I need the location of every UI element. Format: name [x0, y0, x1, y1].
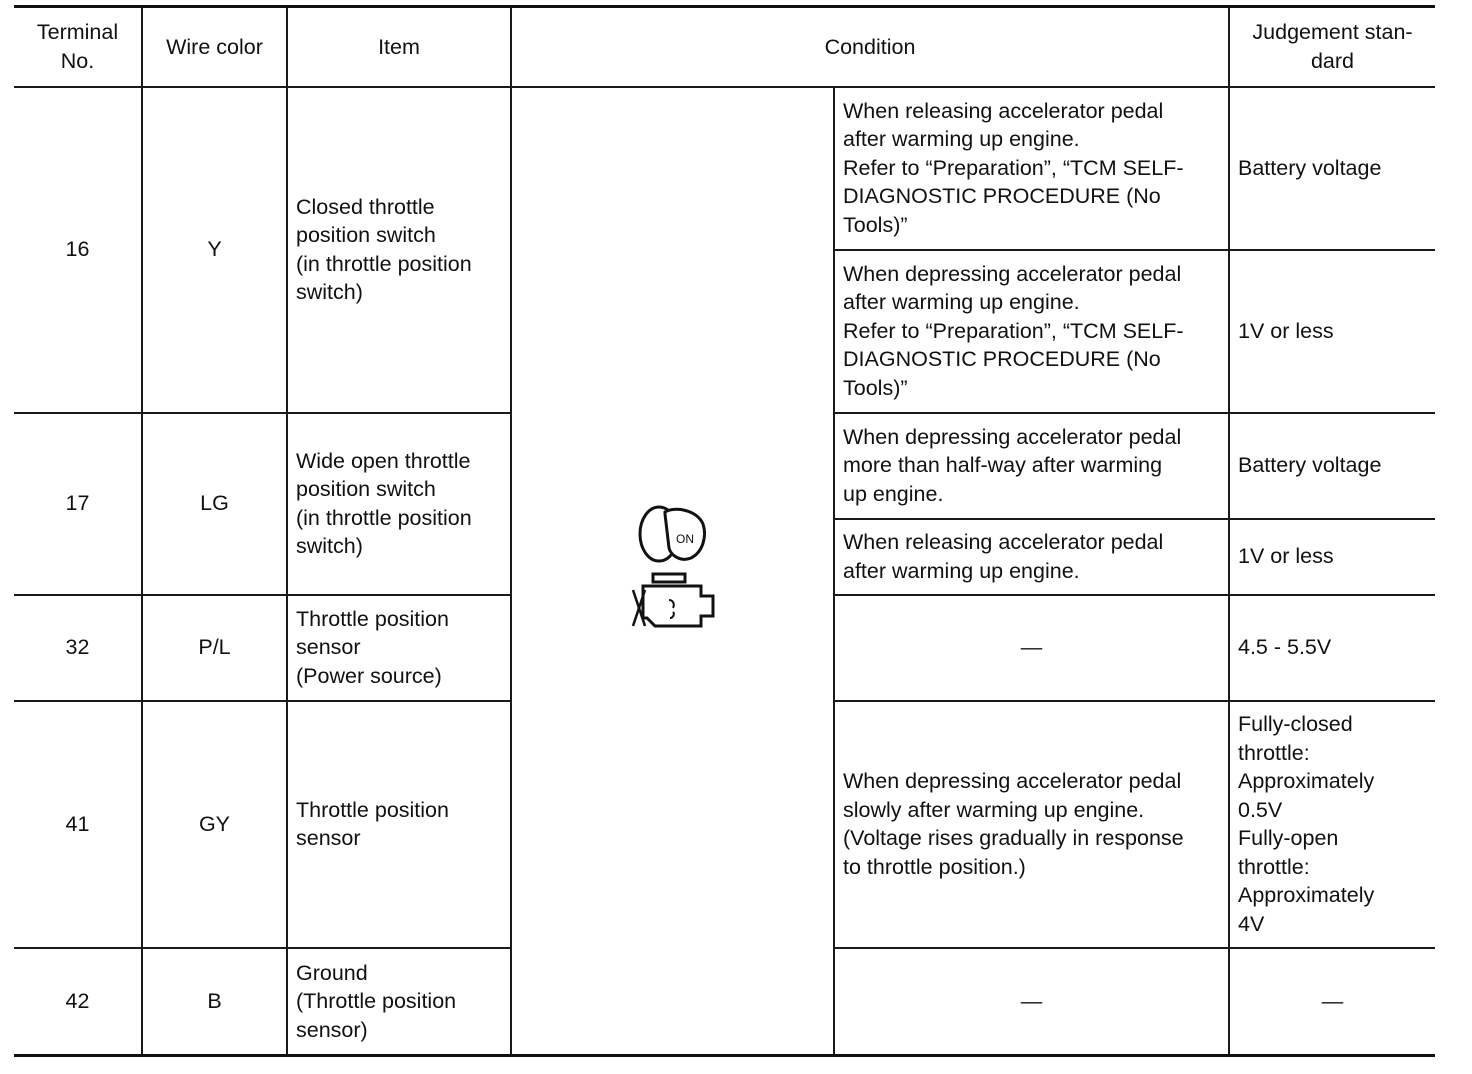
terminal-inspection-table — [14, 5, 1435, 1057]
terminal-17: 17 — [14, 413, 142, 595]
engine-running-icon — [627, 570, 719, 634]
item-42: Ground (Throttle position sensor) — [287, 948, 511, 1056]
wire-color-32: P/L — [142, 595, 287, 701]
judgement-16-released: Battery voltage — [1229, 87, 1435, 250]
header-condition: Condition — [511, 7, 1229, 87]
item-41: Throttle position sensor — [287, 701, 511, 948]
condition-symbols — [511, 87, 834, 1056]
wire-color-17: LG — [142, 413, 287, 595]
judgement-32: 4.5 - 5.5V — [1229, 595, 1435, 701]
condition-16-released: When releasing accelerator pedal after warming up engine. Refer to “Preparation”, “TCM SELF- DIAGNOSTIC PROCEDURE (No Tools)” — [834, 87, 1229, 250]
judgement-42: — — [1229, 948, 1435, 1056]
condition-16-depressed: When depressing accelerator pedal after warming up engine. Refer to “Preparation”, “TCM SELF- DIAGNOSTIC PROCEDURE (No Tools)” — [834, 250, 1229, 413]
terminal-16: 16 — [14, 87, 142, 413]
terminal-42: 42 — [14, 948, 142, 1056]
wire-color-42: B — [142, 948, 287, 1056]
table-header-row — [14, 7, 1435, 87]
condition-17-released: When releasing accelerator pedal after warming up engine. — [834, 519, 1229, 595]
condition-42: — — [834, 948, 1229, 1056]
judgement-17-released: 1V or less — [1229, 519, 1435, 595]
terminal-32: 32 — [14, 595, 142, 701]
judgement-41: Fully-closed throttle: Approximately 0.5V Fully-open throttle: Approximately 4V — [1229, 701, 1435, 948]
terminal-41: 41 — [14, 701, 142, 948]
item-17: Wide open throttle position switch (in throttle position switch) — [287, 413, 511, 595]
condition-17-depressed: When depressing accelerator pedal more than half-way after warming up engine. — [834, 413, 1229, 519]
judgement-16-depressed: 1V or less — [1229, 250, 1435, 413]
wire-color-41: GY — [142, 701, 287, 948]
ignition-key-on-icon — [635, 500, 711, 566]
table-row — [14, 87, 1435, 250]
header-terminal-no: Terminal No. — [14, 7, 142, 87]
condition-41: When depressing accelerator pedal slowly after warming up engine. (Voltage rises gradually in response to throttle position.) — [834, 701, 1229, 948]
condition-32: — — [834, 595, 1229, 701]
header-judgement-standard: Judgement stan- dard — [1229, 7, 1435, 87]
wire-color-16: Y — [142, 87, 287, 413]
ignition-on-label: ON — [675, 532, 694, 546]
header-wire-color: Wire color — [142, 7, 287, 87]
item-16: Closed throttle position switch (in throttle position switch) — [287, 87, 511, 413]
header-item: Item — [287, 7, 511, 87]
item-32: Throttle position sensor (Power source) — [287, 595, 511, 701]
judgement-17-depressed: Battery voltage — [1229, 413, 1435, 519]
